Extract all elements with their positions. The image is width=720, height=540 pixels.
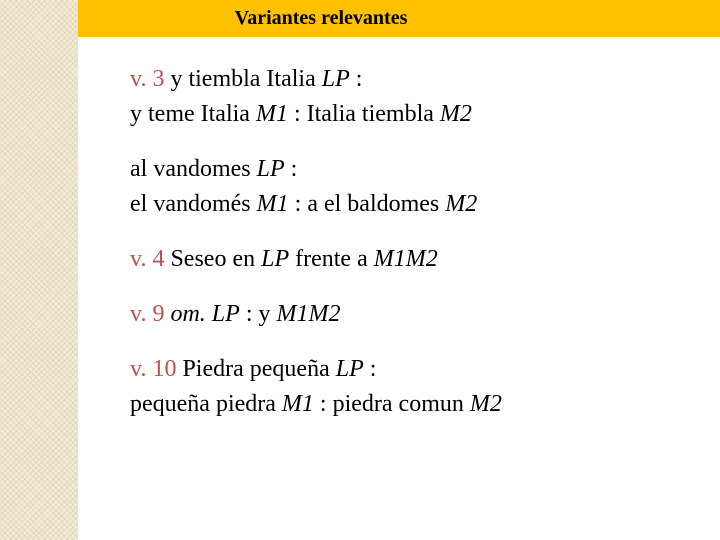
variant-text: al vandomes <box>130 156 251 182</box>
variant-block-v10 <box>130 352 700 422</box>
verse-label: v. <box>130 246 147 272</box>
left-decorative-stripe <box>0 0 78 540</box>
omission-abbreviation: om. <box>170 301 206 327</box>
separator: : <box>369 356 377 382</box>
manuscript-siglum: LP <box>321 66 350 92</box>
manuscript-siglum: M1M2 <box>373 246 438 272</box>
variant-text: y tiembla Italia <box>170 66 316 92</box>
verse-label: v. <box>130 301 147 327</box>
verse-number: 3 <box>152 66 165 92</box>
separator: : <box>294 191 302 217</box>
variant-text: piedra comun <box>332 391 464 417</box>
manuscript-siglum: LP <box>256 156 285 182</box>
manuscript-siglum: M2 <box>439 101 472 127</box>
variant-line <box>130 187 700 222</box>
manuscript-siglum: M1 <box>256 191 289 217</box>
separator: : <box>319 391 327 417</box>
verse-number: 10 <box>152 356 177 382</box>
variant-text: Italia tiembla <box>306 101 434 127</box>
verse-number: 4 <box>152 246 165 272</box>
page-title: Variantes relevantes <box>234 7 408 29</box>
verse-label: v. <box>130 66 147 92</box>
manuscript-siglum: M2 <box>469 391 502 417</box>
manuscript-siglum: M2 <box>445 191 478 217</box>
variant-line <box>130 62 700 97</box>
variant-line <box>130 242 700 277</box>
manuscript-siglum: LP <box>211 301 240 327</box>
manuscript-siglum: M1 <box>281 391 314 417</box>
variants-list <box>130 62 700 442</box>
variant-text: a el baldomes <box>307 191 440 217</box>
verse-label: v. <box>130 356 147 382</box>
variant-line <box>130 297 700 332</box>
variant-line <box>130 352 700 387</box>
separator: : <box>355 66 363 92</box>
variant-text: Seseo en <box>170 246 256 272</box>
variant-line <box>130 97 700 132</box>
separator: : <box>245 301 253 327</box>
separator: : <box>290 156 298 182</box>
variant-line <box>130 152 700 187</box>
manuscript-siglum: M1 <box>255 101 288 127</box>
manuscript-siglum: M1M2 <box>276 301 341 327</box>
title-bar <box>78 0 720 37</box>
variant-text: y teme Italia <box>130 101 250 127</box>
variant-block-v4 <box>130 242 700 277</box>
variant-text: y <box>258 301 271 327</box>
verse-number: 9 <box>152 301 165 327</box>
variant-block-v9 <box>130 297 700 332</box>
separator: : <box>293 101 301 127</box>
manuscript-siglum: LP <box>261 246 290 272</box>
variant-text: el vandomés <box>130 191 251 217</box>
variant-block-vandomes <box>130 152 700 222</box>
variant-block-v3 <box>130 62 700 132</box>
variant-text: Piedra pequeña <box>182 356 330 382</box>
variant-text: frente a <box>295 246 368 272</box>
variant-line <box>130 387 700 422</box>
variant-text: pequeña piedra <box>130 391 276 417</box>
manuscript-siglum: LP <box>335 356 364 382</box>
